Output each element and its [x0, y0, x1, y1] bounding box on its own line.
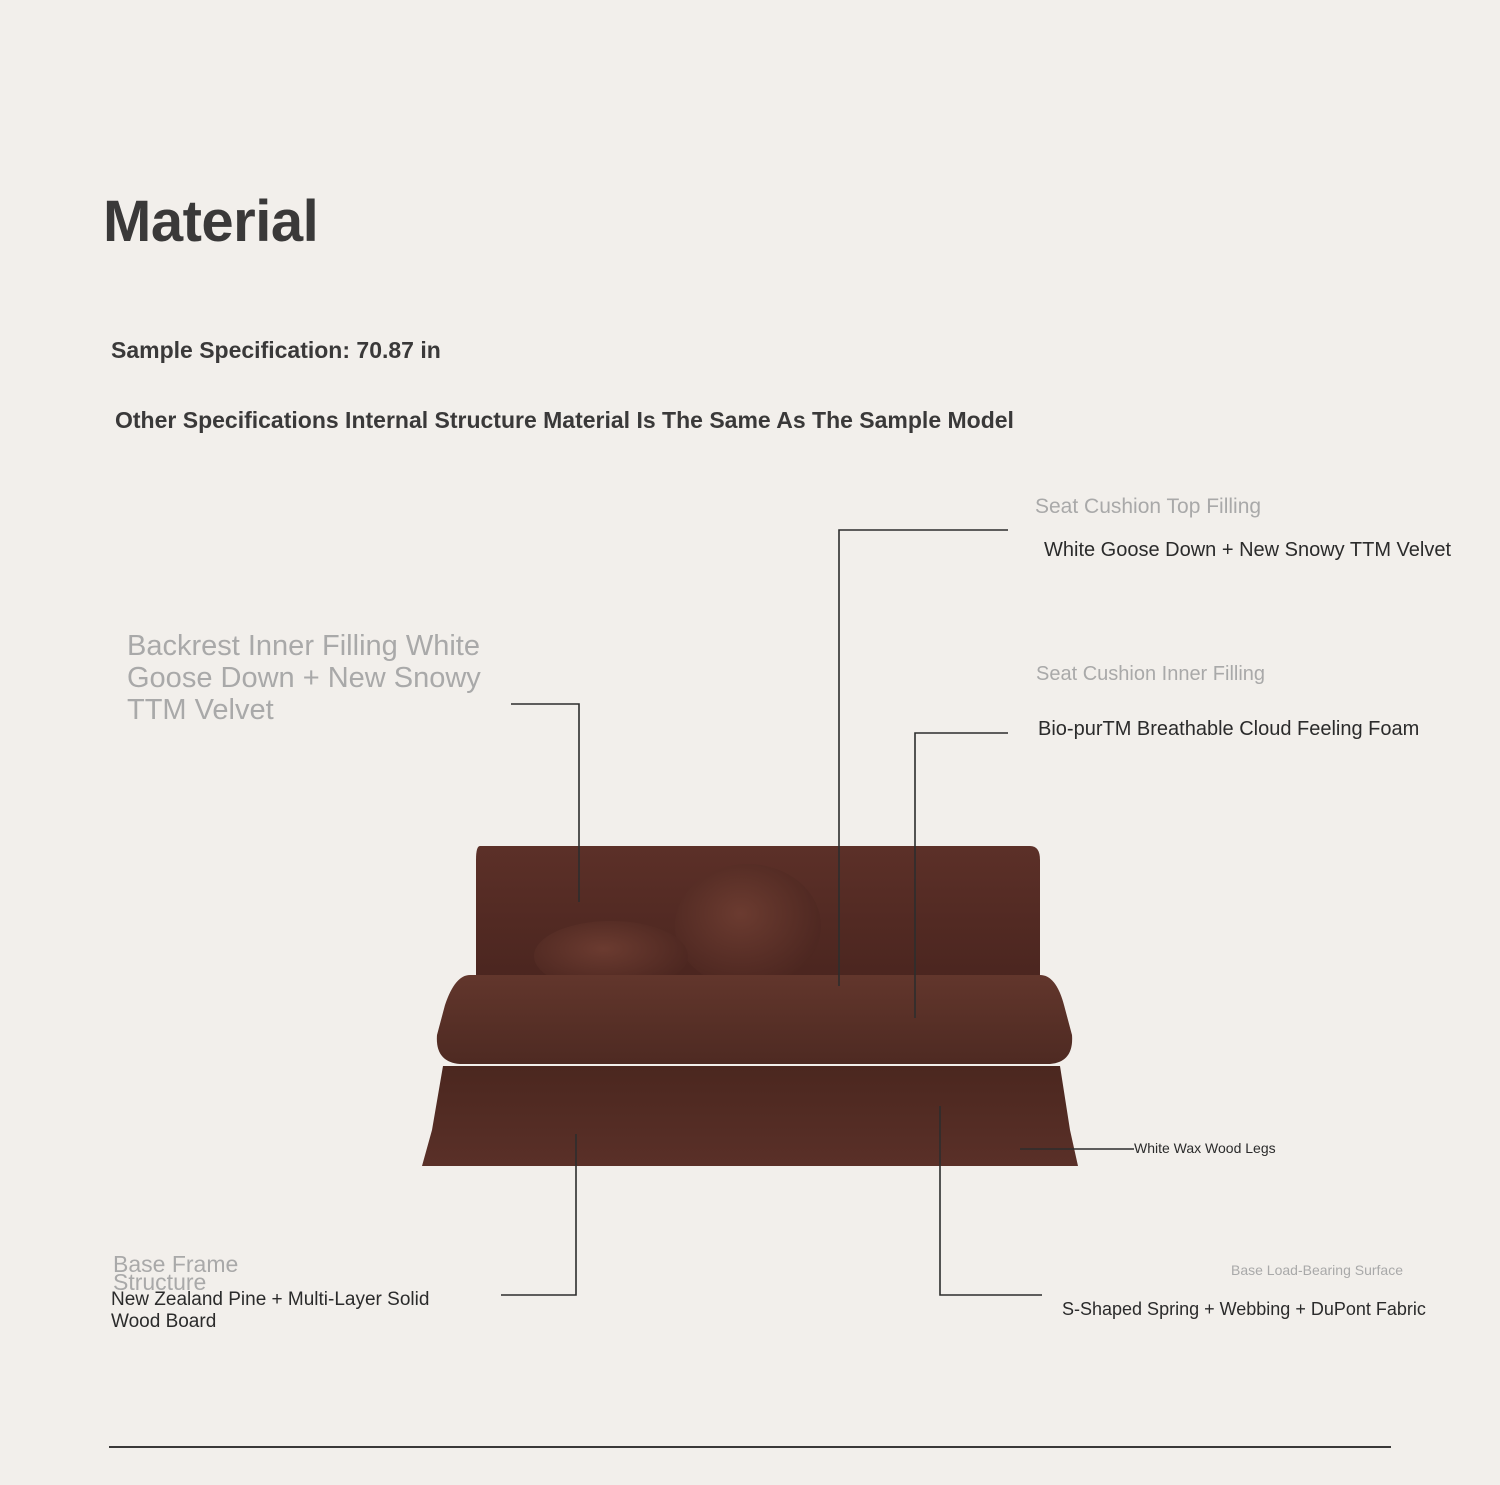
backrest-filling-label: Backrest Inner Filling White Goose Down + New Snowy TTM Velvet: [127, 630, 481, 726]
base-surface-title: Base Load-Bearing Surface: [1231, 1262, 1403, 1278]
base-frame-title: Base Frame Structure: [113, 1251, 239, 1295]
bottom-divider: [109, 1446, 1391, 1448]
seat-top-filling-title: Seat Cushion Top Filling: [1035, 495, 1262, 518]
seat-inner-filling-value: Bio-purTM Breathable Cloud Feeling Foam: [1038, 718, 1420, 740]
sofa-base-skirt: [422, 1066, 1078, 1166]
base-frame-value: New Zealand Pine + Multi-Layer Solid Wood Board: [111, 1289, 430, 1332]
page-title: Material: [103, 189, 319, 254]
seat-top-filling-value: White Goose Down + New Snowy TTM Velvet: [1044, 539, 1452, 561]
sample-specification: Sample Specification: 70.87 in: [111, 337, 441, 363]
seat-inner-filling-title: Seat Cushion Inner Filling: [1036, 663, 1266, 685]
base-surface-value: S-Shaped Spring + Webbing + DuPont Fabric: [1062, 1299, 1426, 1319]
round-pillow: [675, 864, 821, 988]
legs-label: White Wax Wood Legs: [1134, 1140, 1276, 1156]
sofa-seat-cushion: [437, 975, 1072, 1064]
specification-note: Other Specifications Internal Structure Material Is The Same As The Sample Model: [115, 407, 1014, 433]
